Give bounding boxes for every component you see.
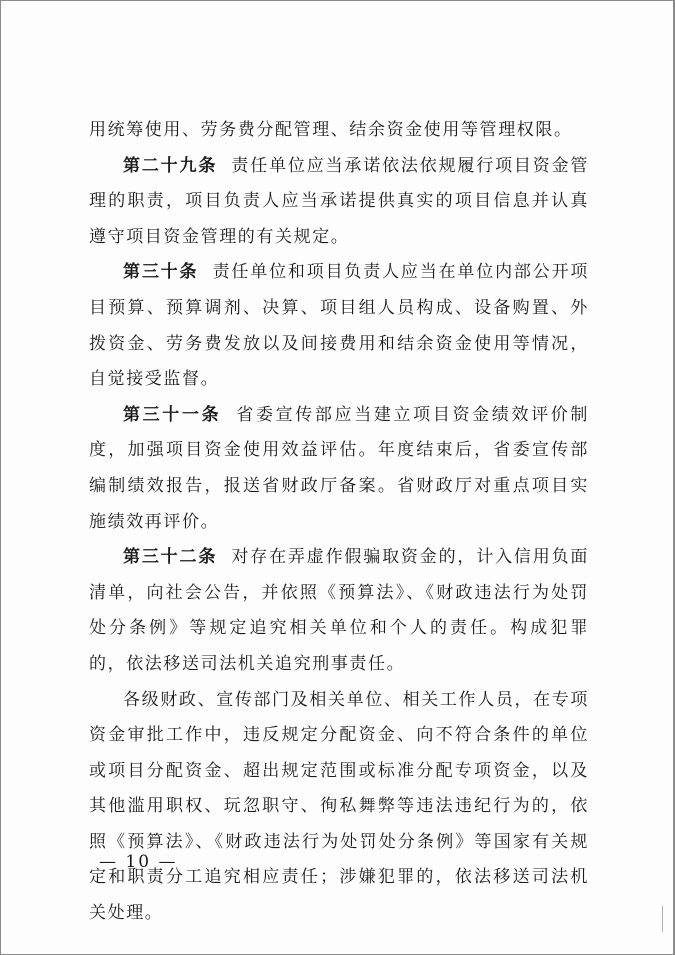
- paragraph-text: 用统筹使用、劳务费分配管理、结余资金使用等管理权限。: [89, 120, 573, 140]
- article-paragraph: [89, 540, 589, 682]
- paragraph: [89, 113, 589, 149]
- paragraph-text: 责任单位和项目负责人应当在单位内部公开项目预算、预算调剂、决算、项目组人员构成、设备购置、外拨资金、劳务费发放以及间接费用和结余资金使用等情况，自觉接受监督。: [89, 262, 590, 390]
- article-number: 第三十条: [123, 262, 199, 283]
- article-paragraph: [89, 255, 589, 397]
- article-paragraph: [89, 398, 589, 540]
- article-number: 第三十二条: [123, 547, 218, 568]
- paragraph-text: 对存在弄虚作假骗取资金的，计入信用负面清单，向社会公告，并依照《预算法》、《财政违法行为处罚处分条例》等规定追究相关单位和个人的责任。构成犯罪的，依法移送司法机关追究刑事责任。: [89, 547, 589, 674]
- article-paragraph: [89, 149, 589, 256]
- paragraph-text: 省委宣传部应当建立项目资金绩效评价制度，加强项目资金使用效益评估。年度结束后，省委宣传部编制绩效报告，报送省财政厅备案。省财政厅对重点项目实施绩效再评价。: [89, 404, 589, 532]
- page-number: — 10 —: [99, 852, 178, 872]
- document-body: [89, 113, 589, 932]
- paragraph-text: 各级财政、宣传部门及相关单位、相关工作人员，在专项资金审批工作中，违反规定分配资金、向不符合条件的单位或项目分配资金、超出规定范围或标准分配专项资金，以及其他滥用职权、玩忽职守、徇私舞弊等违法违纪行为的，依照《预算法》、《财政违法行为处罚处分条例》等国家有关规定和职责分工追究相应责任；涉嫌犯罪的，依法移送司法机关处理。: [89, 689, 589, 924]
- paragraph-text: 责任单位应当承诺依法依规履行项目资金管理的职责，项目负责人应当承诺提供真实的项目信息并认真遵守项目资金管理的有关规定。: [89, 155, 589, 247]
- article-number: 第三十一条: [123, 404, 222, 425]
- scan-edge-mark: [662, 906, 663, 932]
- article-number: 第二十九条: [123, 155, 218, 176]
- paragraph: [89, 683, 589, 932]
